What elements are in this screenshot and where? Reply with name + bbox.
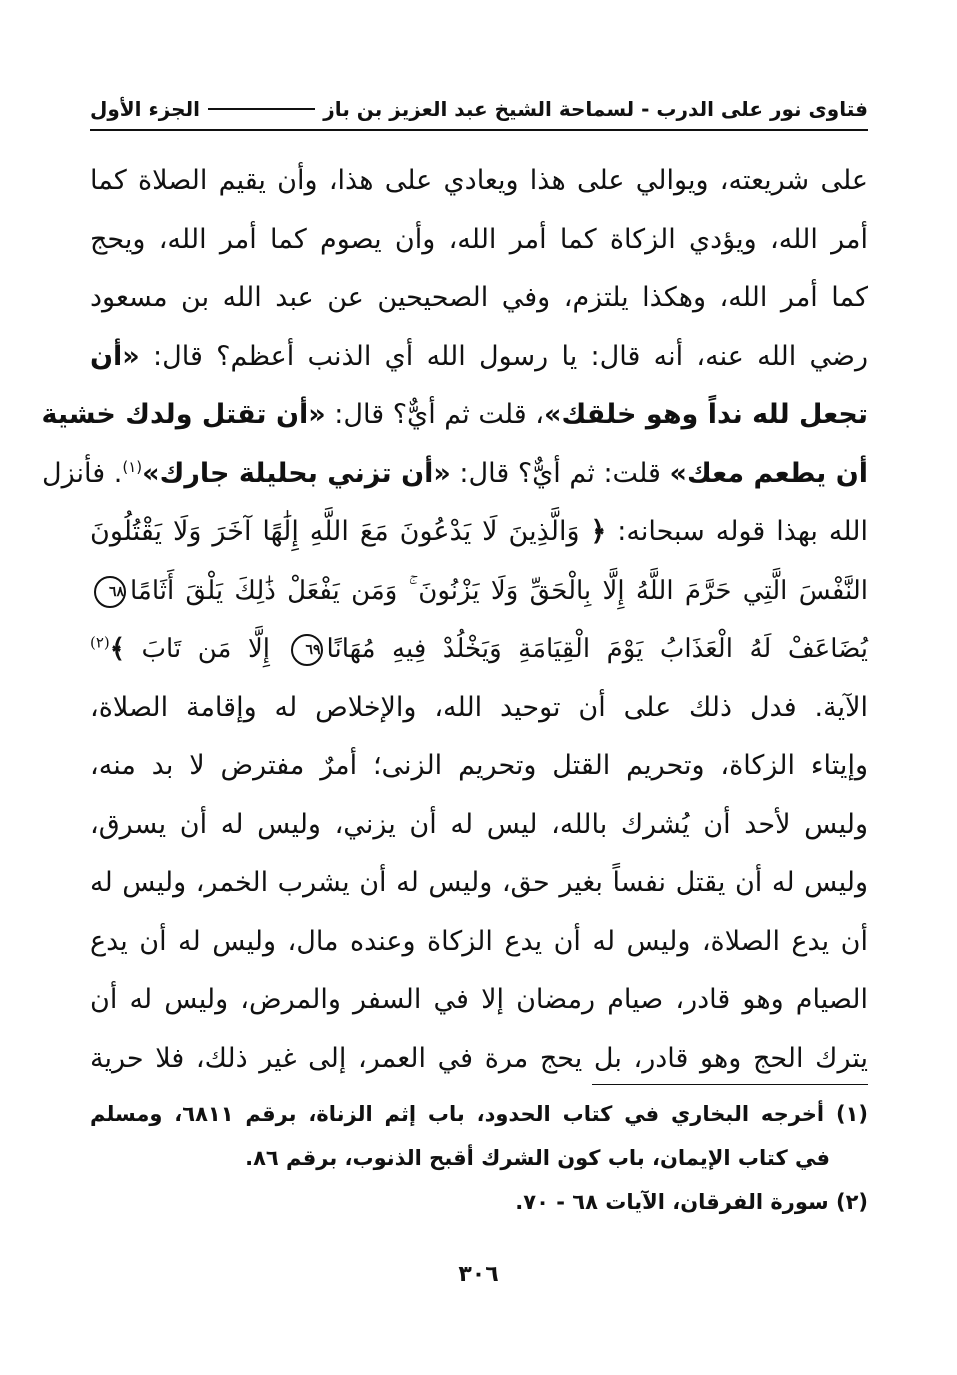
ayah-number-marker: ٦٩ xyxy=(291,634,323,666)
text-segment: رضي الله عنه، أنه قال: يا رسول الله أي الذنب أعظم؟ قال: xyxy=(139,340,868,372)
footnote-ref-1: (١) xyxy=(122,457,143,476)
text-line-4 xyxy=(90,328,868,387)
text-line-8 xyxy=(90,562,868,621)
main-text xyxy=(41,152,868,1088)
hadith-quote: «أن xyxy=(90,340,140,372)
footnotes xyxy=(90,1092,868,1224)
quran-close-bracket: ﴾ xyxy=(109,634,126,664)
text-line-2: أمر الله، ويؤدي الزكاة كما أمر الله، وأن يصوم كما أمر الله، ويحج xyxy=(90,223,868,255)
footnote-1: (١) أخرجه البخاري في كتاب الحدود، باب إثم الزناة، برقم ٦٨١١، ومسلم xyxy=(90,1102,868,1126)
text-line-9 xyxy=(90,620,868,679)
footnote-ref-2: (٢) xyxy=(90,633,110,652)
text-segment: قلت: ثم أيٌّ؟ قال: xyxy=(450,457,670,489)
hadith-quote: «أن تقتل ولدك خشية xyxy=(41,399,326,430)
footnote-1-continued: في كتاب الإيمان، باب كون الشرك أقبح الذنوب، برقم ٨٦. xyxy=(245,1146,830,1170)
quran-verse: وَالَّذِينَ لَا يَدْعُونَ مَعَ اللَّهِ إِلَٰهًا آخَرَ وَلَا يَقْتُلُونَ xyxy=(90,516,591,547)
text-line-14: أن يدع الصلاة، وليس له أن يدع الزكاة وعنده مال، وليس له أن يدع xyxy=(90,925,868,957)
text-line-3: كما أمر الله، وهكذا يلتزم، وفي الصحيحين عن عبد الله بن مسعود xyxy=(90,282,868,313)
text-line-5 xyxy=(41,386,868,445)
ayah-number-marker: ٦٨ xyxy=(94,576,126,608)
footnote-2: (٢) سورة الفرقان، الآيات ٦٨ - ٧٠. xyxy=(515,1190,868,1214)
text-segment: . فأنزل xyxy=(42,457,123,489)
text-segment: ، قلت ثم أيٌّ؟ قال: xyxy=(325,399,544,430)
page-number: ٣٠٦ xyxy=(458,1262,499,1287)
quran-verse: النَّفْسَ الَّتِي حَرَّمَ اللَّهُ إِلَّا بِالْحَقِّ وَلَا يَزْنُونَ ۚ وَمَن يَفْعَلْ ذَٰلِكَ يَلْقَ أَثَامًا xyxy=(130,575,868,606)
text-line-12: وليس لأحد أن يُشرك بالله، ليس له أن يزني، وليس له أن يسرق، xyxy=(90,808,868,840)
text-line-11: وإيتاء الزكاة، وتحريم القتل وتحريم الزنى؛ أمرٌ مفترض لا بد منه، xyxy=(90,750,868,781)
hadith-quote: «أن تزني بحليلة جارك» xyxy=(142,457,451,489)
quran-verse: إِلَّا مَن تَابَ xyxy=(125,634,287,664)
quran-verse: يُضَاعَفْ لَهُ الْعَذَابُ يَوْمَ الْقِيَامَةِ وَيَخْلُدْ فِيهِ مُهَانًا xyxy=(326,634,868,664)
text-line-10: الآية. فدل ذلك على أن توحيد الله، والإخلاص له وإقامة الصلاة، xyxy=(90,691,868,723)
text-line-1: على شريعته، ويوالي على هذا ويعادي على هذا، وأن يقيم الصلاة كما xyxy=(90,165,868,196)
header-dash-rule xyxy=(208,108,315,110)
text-line-7 xyxy=(90,503,868,562)
book-title: فتاوى نور على الدرب - لسماحة الشيخ عبد العزيز بن باز xyxy=(323,97,868,121)
quran-open-bracket: ﴿ xyxy=(590,516,607,547)
text-line-13: وليس له أن يقتل نفساً بغير حق، وليس له أن يشرب الخمر، وليس له xyxy=(90,867,868,898)
footnote-separator xyxy=(592,1084,868,1085)
text-segment: الله بهذا قوله سبحانه: xyxy=(606,516,868,547)
volume-label: الجزء الأول xyxy=(90,97,200,121)
running-header xyxy=(90,92,868,126)
text-line-15: الصيام وهو قادر، صيام رمضان إلا في السفر والمرض، وليس له أن xyxy=(90,984,868,1015)
hadith-quote: أن يطعم معك» xyxy=(669,457,868,489)
header-divider xyxy=(90,129,868,131)
text-line-6 xyxy=(42,445,868,504)
hadith-quote: تجعل لله نداً وهو خلقك» xyxy=(544,399,868,430)
text-line-16: يترك الحج وهو قادر، بل يحج مرة في العمر، إلى غير ذلك، فلا حرية xyxy=(90,1042,868,1074)
